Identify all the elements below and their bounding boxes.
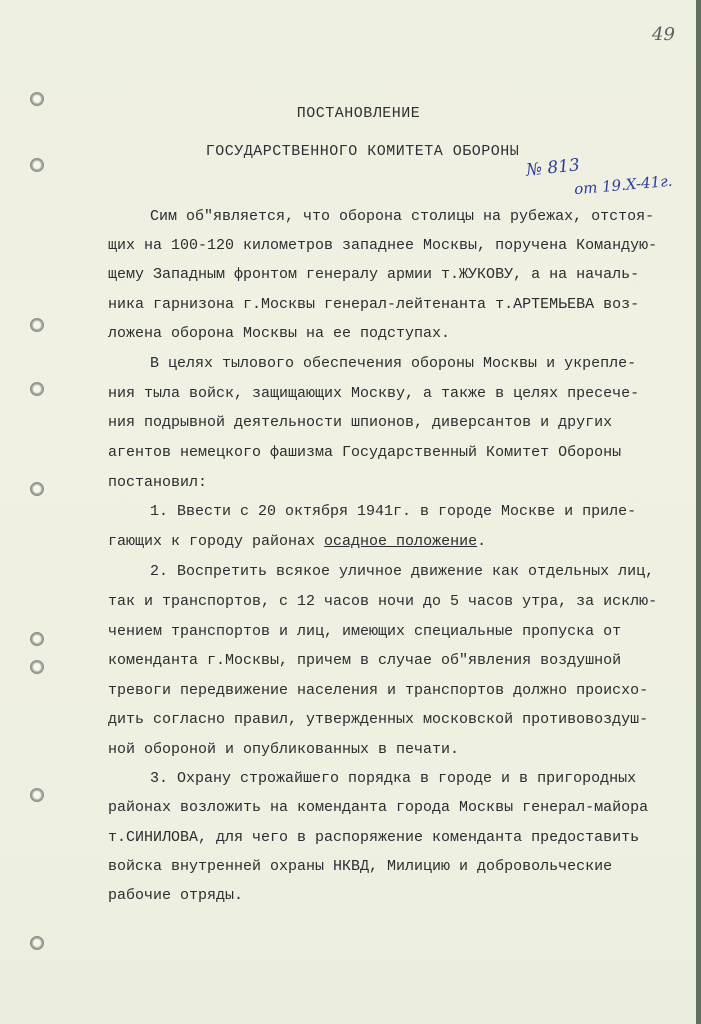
text-line: ника гарнизона г.Москвы генерал-лейтенанта т.АРТЕМЬЕВА воз- <box>108 296 640 313</box>
document-subtitle: ГОСУДАРСТВЕННОГО КОМИТЕТА ОБОРОНЫ <box>205 143 520 160</box>
binding-hole <box>30 632 44 646</box>
text-line: Сим об"является, что оборона столицы на рубежах, отстоя- <box>150 208 655 225</box>
text-line: 1. Ввести с 20 октября 1941г. в городе Москве и приле- <box>150 503 637 520</box>
text-line: ложена оборона Москвы на ее подступах. <box>108 325 451 342</box>
text-line: ния подрывной деятельности шпионов, диверсантов и других <box>108 414 613 431</box>
text-line: 3. Охрану строжайшего порядка в городе и в пригородных <box>150 770 637 787</box>
text-line: коменданта г.Москвы, причем в случае об"явления воздушной <box>108 652 622 669</box>
underlined-text: осадное положение <box>324 533 478 550</box>
text-fragment: . <box>477 533 487 550</box>
text-line: щих на 100-120 километров западнее Москвы, поручена Командую- <box>108 237 658 254</box>
text-line: тревоги передвижение населения и транспортов должно происхо- <box>108 682 649 699</box>
text-line: войска внутренней охраны НКВД, Милицию и добровольческие <box>108 858 613 875</box>
text-line: постановил: <box>108 474 208 491</box>
text-line: т.СИНИЛОВА, для чего в распоряжение коменданта предоставить <box>108 829 640 846</box>
handwritten-number: № 813 <box>525 155 581 181</box>
binding-hole <box>30 318 44 332</box>
binding-hole <box>30 936 44 950</box>
handwritten-date: от 19.X-41г. <box>573 171 674 199</box>
text-line: В целях тылового обеспечения обороны Москвы и укрепле- <box>150 355 637 372</box>
binding-hole <box>30 382 44 396</box>
binding-hole <box>30 482 44 496</box>
text-line: чением транспортов и лиц, имеющих специальные пропуска от <box>108 623 622 640</box>
text-line: щему Западным фронтом генералу армии т.ЖУКОВУ, а на началь- <box>108 266 640 283</box>
page-number: 49 <box>652 24 675 45</box>
text-line: 2. Воспретить всякое уличное движение как отдельных лиц, <box>150 563 655 580</box>
binding-hole <box>30 788 44 802</box>
text-fragment: гающих к городу районах <box>108 533 325 550</box>
binding-hole <box>30 92 44 106</box>
document-title: ПОСТАНОВЛЕНИЕ <box>296 105 421 122</box>
binding-hole <box>30 660 44 674</box>
text-line <box>108 532 678 552</box>
text-line: ния тыла войск, защищающих Москву, а также в целях пресече- <box>108 385 640 402</box>
binding-hole <box>30 158 44 172</box>
text-line: рабочие отряды. <box>108 887 244 904</box>
text-line: районах возложить на коменданта города Москвы генерал-майора <box>108 799 649 816</box>
text-line: агентов немецкого фашизма Государственный Комитет Обороны <box>108 444 622 461</box>
text-line: так и транспортов, с 12 часов ночи до 5 часов утра, за исклю- <box>108 593 658 610</box>
text-line: ной обороной и опубликованных в печати. <box>108 741 460 758</box>
text-line: дить согласно правил, утвержденных московской противовоздуш- <box>108 711 649 728</box>
